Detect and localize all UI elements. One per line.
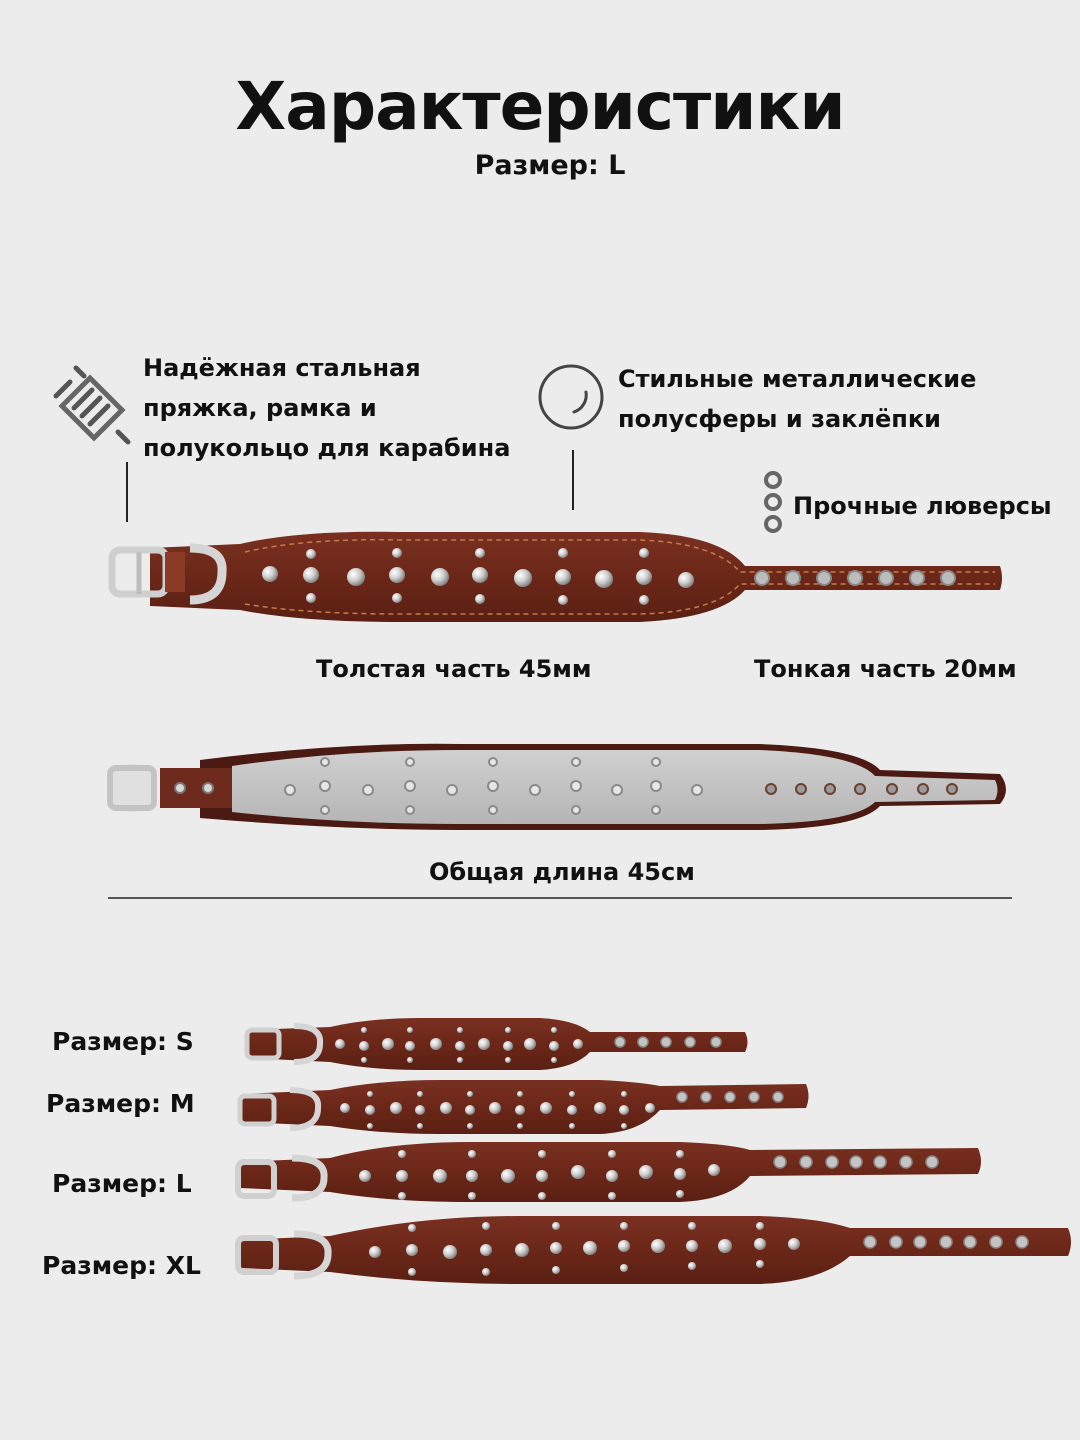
collar-size-l <box>238 1142 981 1202</box>
thick-part-label: Толстая часть 45мм <box>316 655 592 683</box>
collar-size-s <box>247 1018 748 1070</box>
feature-buckle-line-2: пряжка, рамка и <box>143 394 377 422</box>
collar-back <box>108 744 1006 830</box>
collar-size-xl <box>238 1216 1071 1284</box>
feature-studs-line-2: полусферы и заклёпки <box>618 405 941 433</box>
feature-buckle-line-1: Надёжная стальная <box>143 354 421 382</box>
feature-studs-line-1: Стильные металлические <box>618 365 977 393</box>
size-label-l: Размер: L <box>52 1169 192 1198</box>
thin-part-label: Тонкая часть 20мм <box>754 655 1017 683</box>
collar-size-m <box>240 1080 809 1134</box>
size-label-m: Размер: M <box>46 1089 195 1118</box>
feature-buckle-line-3: полукольцо для карабина <box>143 434 511 462</box>
page-subtitle: Размер: L <box>474 150 626 181</box>
collar-front <box>112 532 1002 622</box>
feature-eyelets-text: Прочные люверсы <box>793 492 1052 520</box>
size-label-s: Размер: S <box>52 1027 194 1056</box>
total-length-label: Общая длина 45см <box>429 858 695 886</box>
size-label-xl: Размер: XL <box>42 1251 201 1280</box>
page-title: Характеристики <box>235 68 845 145</box>
